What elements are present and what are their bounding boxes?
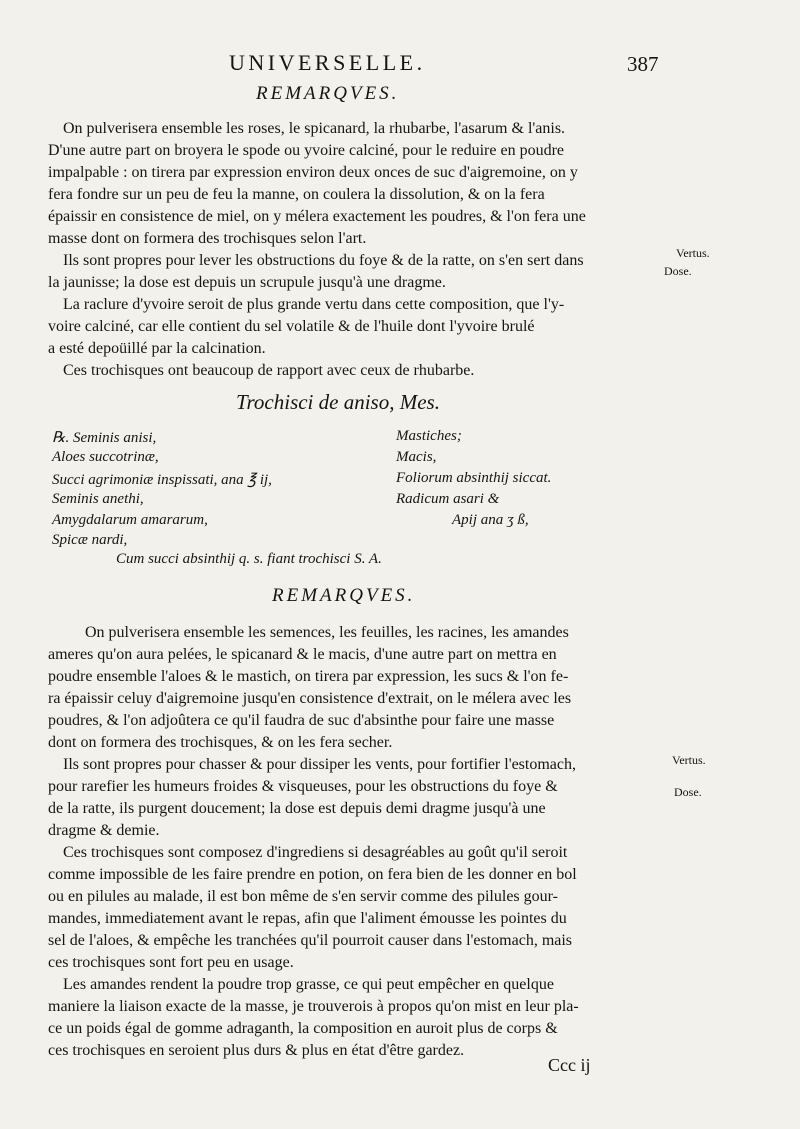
signature-mark: Ccc ij xyxy=(548,1055,591,1075)
text-line: Ces trochisques sont composez d'ingrediens si desagréables au goût qu'il seroit xyxy=(63,844,568,861)
text-line: la jaunisse; la dose est depuis un scrupule jusqu'à une dragme. xyxy=(48,274,446,291)
text-line: Ces trochisques ont beaucoup de rapport avec ceux de rhubarbe. xyxy=(63,362,475,379)
text-line: comme impossible de les faire prendre en potion, on fera bien de les donner en bol xyxy=(48,866,577,883)
recipe-signature: Cum succi absinthij q. s. fiant trochisci S. A. xyxy=(116,551,382,567)
ingredient-right: Apij ana ʒ ß, xyxy=(452,512,529,528)
section-heading-remarques-1: REMARQVES. xyxy=(256,83,400,104)
ingredient-left: Succi agrimoniæ inspissati, ana ℥ ij, xyxy=(52,472,272,488)
text-line: masse dont on formera des trochisques selon l'art. xyxy=(48,230,367,247)
ingredient-left: Aloes succotrinæ, xyxy=(52,449,159,465)
text-line: ra épaissir celuy d'aigremoine jusqu'en consistence d'extrait, on le mélera avec les xyxy=(48,690,572,707)
ingredient-right: Foliorum absinthij siccat. xyxy=(396,470,552,486)
ingredient-left: Spicæ nardi, xyxy=(52,532,128,548)
text-line: mandes, immediatement avant le repas, afin que l'aliment émousse les pointes du xyxy=(48,910,567,927)
text-line: impalpable : on tirera par expression environ deux onces de suc d'aigremoine, on y xyxy=(48,164,578,181)
text-line: poudre ensemble l'aloes & le mastich, on tirera par expression, les sucs & l'on fe- xyxy=(48,668,569,685)
text-line: ces trochisques en seroient plus durs & plus en état d'être gardez. xyxy=(48,1042,465,1059)
text-line: ces trochisques sont fort peu en usage. xyxy=(48,954,294,971)
margin-note-dose: Dose. xyxy=(674,785,702,799)
text-line: pour rarefier les humeurs froides & visqueuses, pour les obstructions du foye & xyxy=(48,778,558,795)
text-line: La raclure d'yvoire seroit de plus grande vertu dans cette composition, que l'y- xyxy=(63,296,565,313)
text-line: dont on formera des trochisques, & on les fera secher. xyxy=(48,734,393,751)
text-line: On pulverisera ensemble les roses, le spicanard, la rhubarbe, l'asarum & l'anis. xyxy=(63,120,566,137)
text-line: fera fondre sur un peu de feu la manne, on coulera la dissolution, & on la fera xyxy=(48,186,545,203)
running-head: UNIVERSELLE. xyxy=(229,50,426,75)
text-line: poudres, & l'on adjoûtera ce qu'il faudra de suc d'absinthe pour faire une masse xyxy=(48,712,555,729)
text-line: ce un poids égal de gomme adraganth, la composition en auroit plus de corps & xyxy=(48,1020,558,1037)
text-line: voire calciné, car elle contient du sel volatile & de l'huile dont l'yvoire brulé xyxy=(48,318,535,335)
text-line: Les amandes rendent la poudre trop grasse, ce qui peut empêcher en quelque xyxy=(63,976,554,993)
ingredient-right: Mastiches; xyxy=(396,428,462,444)
text-line: ameres qu'on aura pelées, le spicanard & le macis, d'une autre part on mettra en xyxy=(48,646,557,663)
text-line: maniere la liaison exacte de la masse, je trouverois à propos qu'on mist en leur pla- xyxy=(48,998,579,1015)
margin-note-dose: Dose. xyxy=(664,264,692,278)
recipe-title: Trochisci de aniso, Mes. xyxy=(236,390,440,414)
text-line: dragme & demie. xyxy=(48,822,160,839)
text-line: Ils sont propres pour lever les obstructions du foye & de la ratte, on s'en sert dans xyxy=(63,252,584,269)
text-line: de la ratte, ils purgent doucement; la dose est depuis demi dragme jusqu'à une xyxy=(48,800,546,817)
ingredient-left: ℞. Seminis anisi, xyxy=(52,430,157,446)
margin-note-vertus: Vertus. xyxy=(672,753,706,767)
text-line: On pulverisera ensemble les semences, les feuilles, les racines, les amandes xyxy=(85,624,569,641)
ingredient-left: Seminis anethi, xyxy=(52,491,144,507)
page-number: 387 xyxy=(627,52,659,76)
text-line: D'une autre part on broyera le spode ou yvoire calciné, pour le reduire en poudre xyxy=(48,142,565,159)
ingredient-right: Macis, xyxy=(396,449,437,465)
text-line: sel de l'aloes, & empêche les tranchées qu'il pourroit causer dans l'estomach, mais xyxy=(48,932,573,949)
text-line: ou en pilules au malade, il est bon même de s'en servir comme des pilules gour- xyxy=(48,888,558,905)
text-line: a esté depoüillé par la calcination. xyxy=(48,340,266,357)
text-line: épaissir en consistence de miel, on y mélera exactement les poudres, & l'on fera une xyxy=(48,208,586,225)
ingredient-right: Radicum asari & xyxy=(396,491,500,507)
text-line: Ils sont propres pour chasser & pour dissiper les vents, pour fortifier l'estomach, xyxy=(63,756,576,773)
margin-note-vertus: Vertus. xyxy=(676,246,710,260)
section-heading-remarques-2: REMARQVES. xyxy=(272,585,416,606)
ingredient-left: Amygdalarum amararum, xyxy=(52,512,208,528)
